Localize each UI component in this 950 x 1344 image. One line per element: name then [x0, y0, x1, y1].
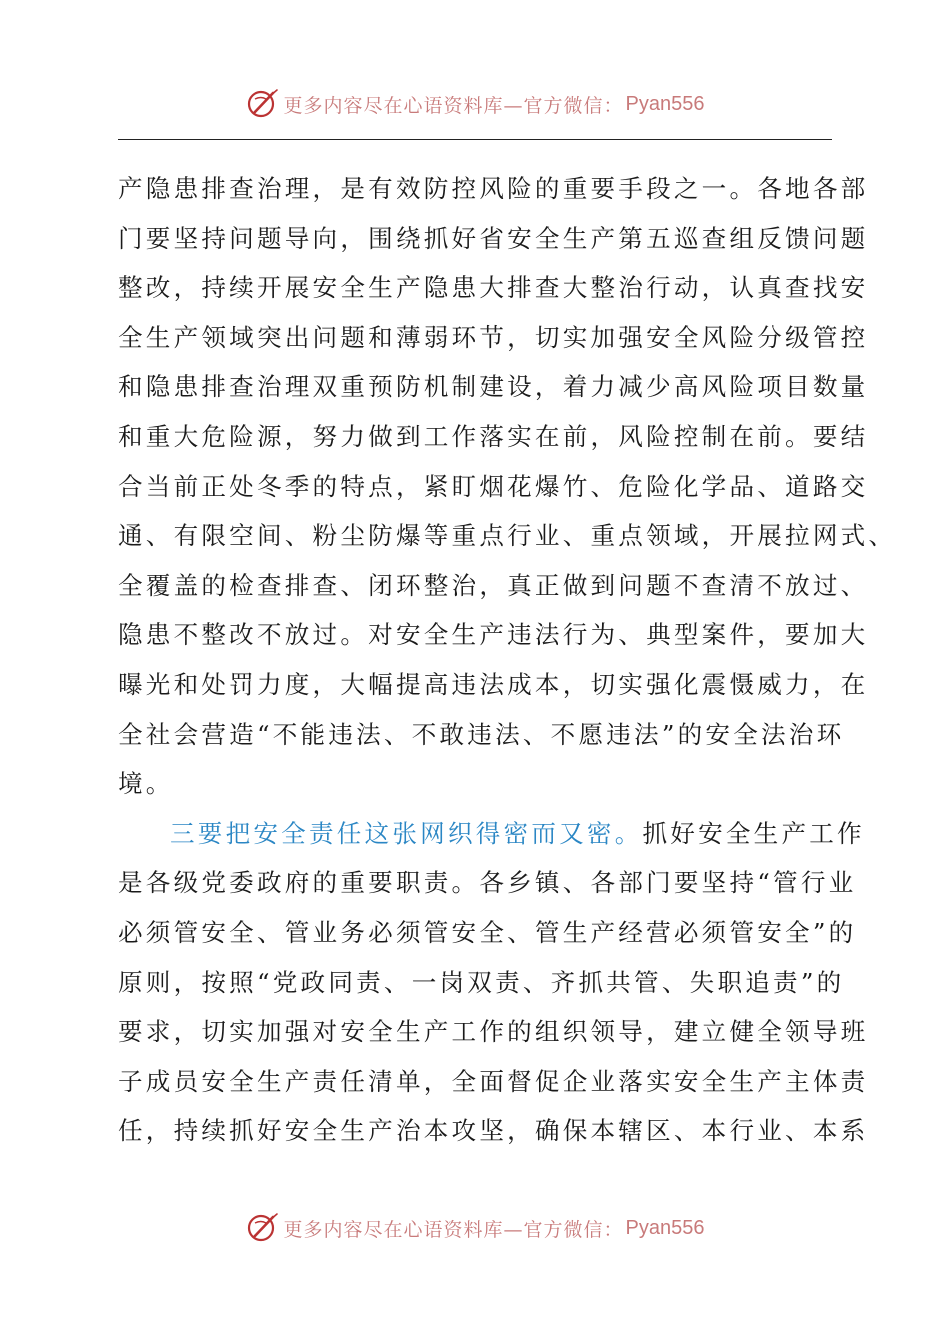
paragraph-line: 境。 [118, 769, 174, 799]
document-body [118, 164, 897, 1156]
paragraph-line: 隐患不整改不放过。对安全生产违法行为、典型案件，要加大 [118, 620, 869, 650]
header-banner [0, 84, 950, 124]
paragraph-line: 和重大危险源，努力做到工作落实在前，风险控制在前。要结 [118, 421, 869, 451]
paragraph-line: 要求，切实加强对安全生产工作的组织领导，建立健全领导班 [118, 1017, 869, 1047]
paragraph-line: 是各级党委政府的重要职责。各乡镇、各部门要坚持“管行业 [118, 868, 857, 898]
paragraph-line: 整改，持续开展安全生产隐患大排查大整治行动，认真查找安 [118, 273, 869, 303]
footer-banner [0, 1208, 950, 1248]
paragraph-line: 子成员安全生产责任清单，全面督促企业落实安全生产主体责 [118, 1066, 869, 1096]
paragraph-line: 全生产领域突出问题和薄弱环节，切实加强安全风险分级管控 [118, 322, 869, 352]
paragraph-line: 原则，按照“党政同责、一岗双责、齐抓共管、失职追责”的 [118, 967, 845, 997]
paragraph-line: 必须管安全、管业务必须管安全、管生产经营必须管安全”的 [118, 917, 857, 947]
paragraph-line: 全覆盖的检查排查、闭环整治，真正做到问题不查清不放过、 [118, 570, 869, 600]
section-heading: 三要把安全责任这张网织得密而又密。 [170, 818, 643, 848]
paragraph-line: 门要坚持问题导向，围绕抓好省安全生产第五巡查组反馈问题 [118, 223, 869, 253]
section-heading-line [118, 809, 865, 859]
paragraph-line: 和隐患排查治理双重预防机制建设，着力减少高风险项目数量 [118, 372, 869, 402]
pen-logo-icon [246, 87, 280, 121]
banner-wechat-id: Pyan556 [625, 1216, 705, 1239]
paragraph-line: 曝光和处罚力度，大幅提高违法成本，切实强化震慑威力，在 [118, 669, 869, 699]
paragraph-line: 全社会营造“不能违法、不敢违法、不愿违法”的安全法治环 [118, 719, 845, 749]
paragraph-line: 产隐患排查治理，是有效防控风险的重要手段之一。各地各部 [118, 174, 869, 203]
heading-line-rest: 抓好安全生产工作 [642, 818, 865, 848]
paragraph-line: 合当前正处冬季的特点，紧盯烟花爆竹、危险化学品、道路交 [118, 471, 869, 501]
banner-text: 更多内容尽在心语资料库—官方微信： [283, 94, 624, 117]
banner-text: 更多内容尽在心语资料库—官方微信： [283, 1218, 624, 1241]
header-divider [118, 139, 832, 140]
paragraph-line: 通、有限空间、粉尘防爆等重点行业、重点领域，开展拉网式、 [118, 521, 897, 551]
pen-logo-icon [246, 1211, 280, 1245]
paragraph-line: 任，持续抓好安全生产治本攻坚，确保本辖区、本行业、本系 [118, 1116, 869, 1146]
banner-wechat-id: Pyan556 [625, 92, 705, 115]
